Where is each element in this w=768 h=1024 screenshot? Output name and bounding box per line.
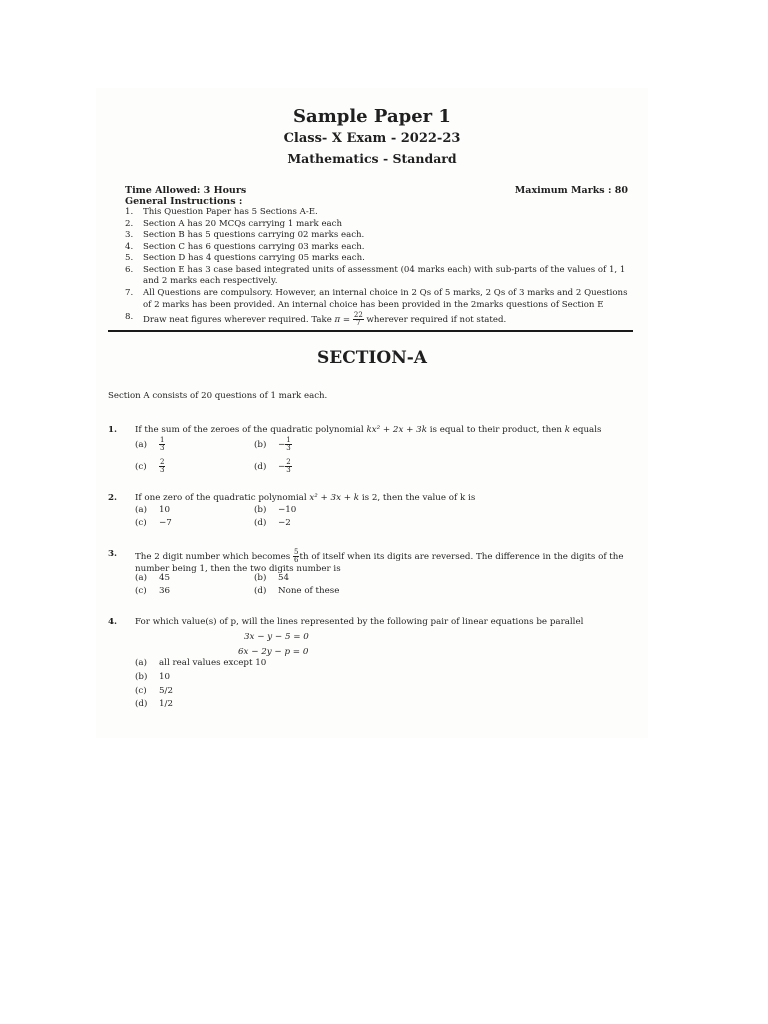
option-b[interactable]: (b) 54 (254, 573, 290, 583)
general-instructions-heading: General Instructions : (125, 196, 243, 207)
question-text: If the sum of the zeroes of the quadratic polynomial kx² + 2x + 3k is equal to their product, then k equals (135, 425, 602, 435)
option-c[interactable]: (c) 5/2 (135, 686, 173, 696)
question-number: 3. (108, 549, 118, 559)
option-a[interactable]: (a) 10 (135, 505, 171, 515)
option-c[interactable]: (c) $\frac{2}{3}$ (135, 458, 165, 474)
question-number: 1. (108, 425, 118, 435)
option-a[interactable]: (a) 45 (135, 573, 171, 583)
pi-fraction: $\frac{22}{7}$ (353, 311, 363, 327)
option-a[interactable]: (a) $\frac{1}{3}$ (135, 436, 165, 452)
paper-title: Sample Paper 1 (293, 106, 451, 127)
option-d[interactable]: (d) − $\frac{2}{3}$ (254, 458, 291, 474)
maximum-marks: Maximum Marks : 80 (514, 185, 628, 196)
section-title: SECTION-A (317, 348, 427, 368)
option-d[interactable]: (d) −2 (254, 518, 291, 528)
option-b[interactable]: (b) 10 (135, 672, 171, 682)
question-number: 4. (108, 617, 118, 627)
option-c[interactable]: (c) −7 (135, 518, 172, 528)
question-text: If one zero of the quadratic polynomial x² + 3x + k is 2, then the value of k is (135, 493, 476, 503)
option-c[interactable]: (c) 36 (135, 586, 171, 596)
subject-line: Mathematics - Standard (287, 151, 457, 166)
option-a[interactable]: (a) all real values except 10 (135, 658, 267, 668)
header-divider (108, 330, 633, 332)
question-number: 2. (108, 493, 118, 503)
question-text: For which value(s) of p, will the lines represented by the following pair of linear equations be parallel (135, 617, 584, 627)
question-text: The 2 digit number which becomes $\frac{5}{6}$ th of itself when its digits are reversed. The difference in the digits of the number being 1, then the two digits number is (135, 548, 624, 574)
class-exam-line: Class- X Exam - 2022-23 (283, 131, 461, 146)
option-d[interactable]: (d) 1/2 (135, 699, 173, 709)
time-allowed: Time Allowed: 3 Hours (125, 185, 247, 196)
option-b[interactable]: (b) − $\frac{1}{3}$ (254, 436, 291, 452)
option-d[interactable]: (d) None of these (254, 586, 340, 596)
section-note: Section A consists of 20 questions of 1 mark each. (108, 391, 328, 401)
option-b[interactable]: (b) −10 (254, 505, 297, 515)
equation-1: 3x − y − 5 = 0 (244, 632, 309, 642)
equation-2: 6x − 2y − p = 0 (238, 647, 309, 657)
